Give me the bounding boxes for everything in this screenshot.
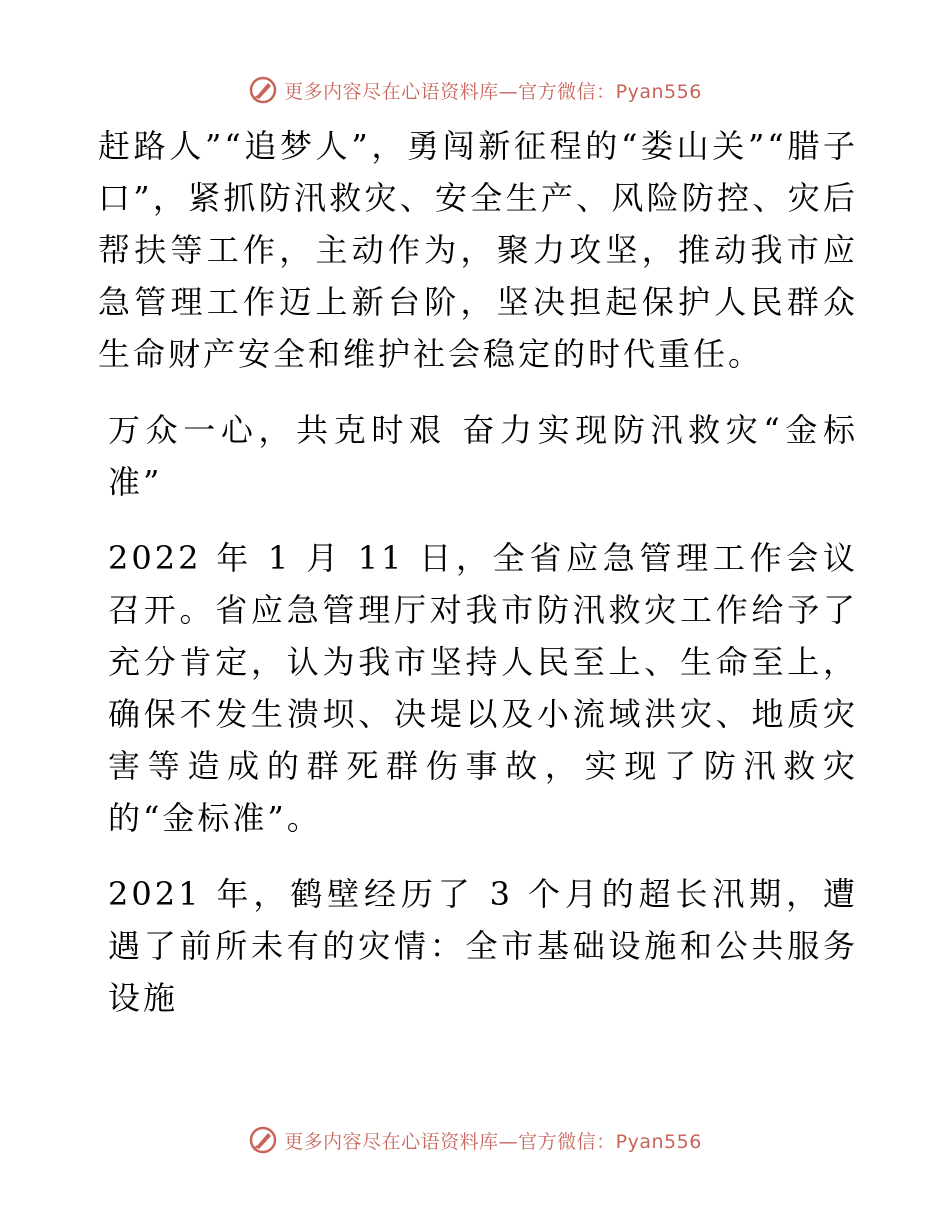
header-watermark-text: 更多内容尽在心语资料库—官方微信：Pyan556 xyxy=(284,80,702,103)
section-heading: 万众一心，共克时艰 奋力实现防汛救灾“金标准” xyxy=(108,411,858,501)
quill-pen-logo-icon xyxy=(248,75,278,105)
header-watermark-banner xyxy=(0,70,950,110)
document-body xyxy=(98,120,858,1048)
footer-watermark-text: 更多内容尽在心语资料库—官方微信：Pyan556 xyxy=(284,1130,702,1153)
paragraph-1: 赶路人”“追梦人”，勇闯新征程的“娄山关”“腊子口”，紧抓防汛救灾、安全生产、风险防控、灾后帮扶等工作，主动作为，聚力攻坚，推动我市应急管理工作迈上新台阶，坚决担起保护人民群众生命财产安全和维护社会稳定的时代重任。 xyxy=(98,127,858,373)
quill-pen-logo-icon xyxy=(248,1125,278,1155)
paragraph-2: 2022 年 1 月 11 日，全省应急管理工作会议召开。省应急管理厅对我市防汛救灾工作给予了充分肯定，认为我市坚持人民至上、生命至上，确保不发生溃坝、决堤以及小流域洪灾、地质灾害等造成的群死群伤事故，实现了防汛救灾的“金标准”。 xyxy=(108,539,858,837)
footer-watermark-banner xyxy=(0,1120,950,1160)
paragraph-3: 2021 年，鹤壁经历了 3 个月的超长汛期，遭遇了前所未有的灾情：全市基础设施和公共服务设施 xyxy=(108,875,858,1017)
